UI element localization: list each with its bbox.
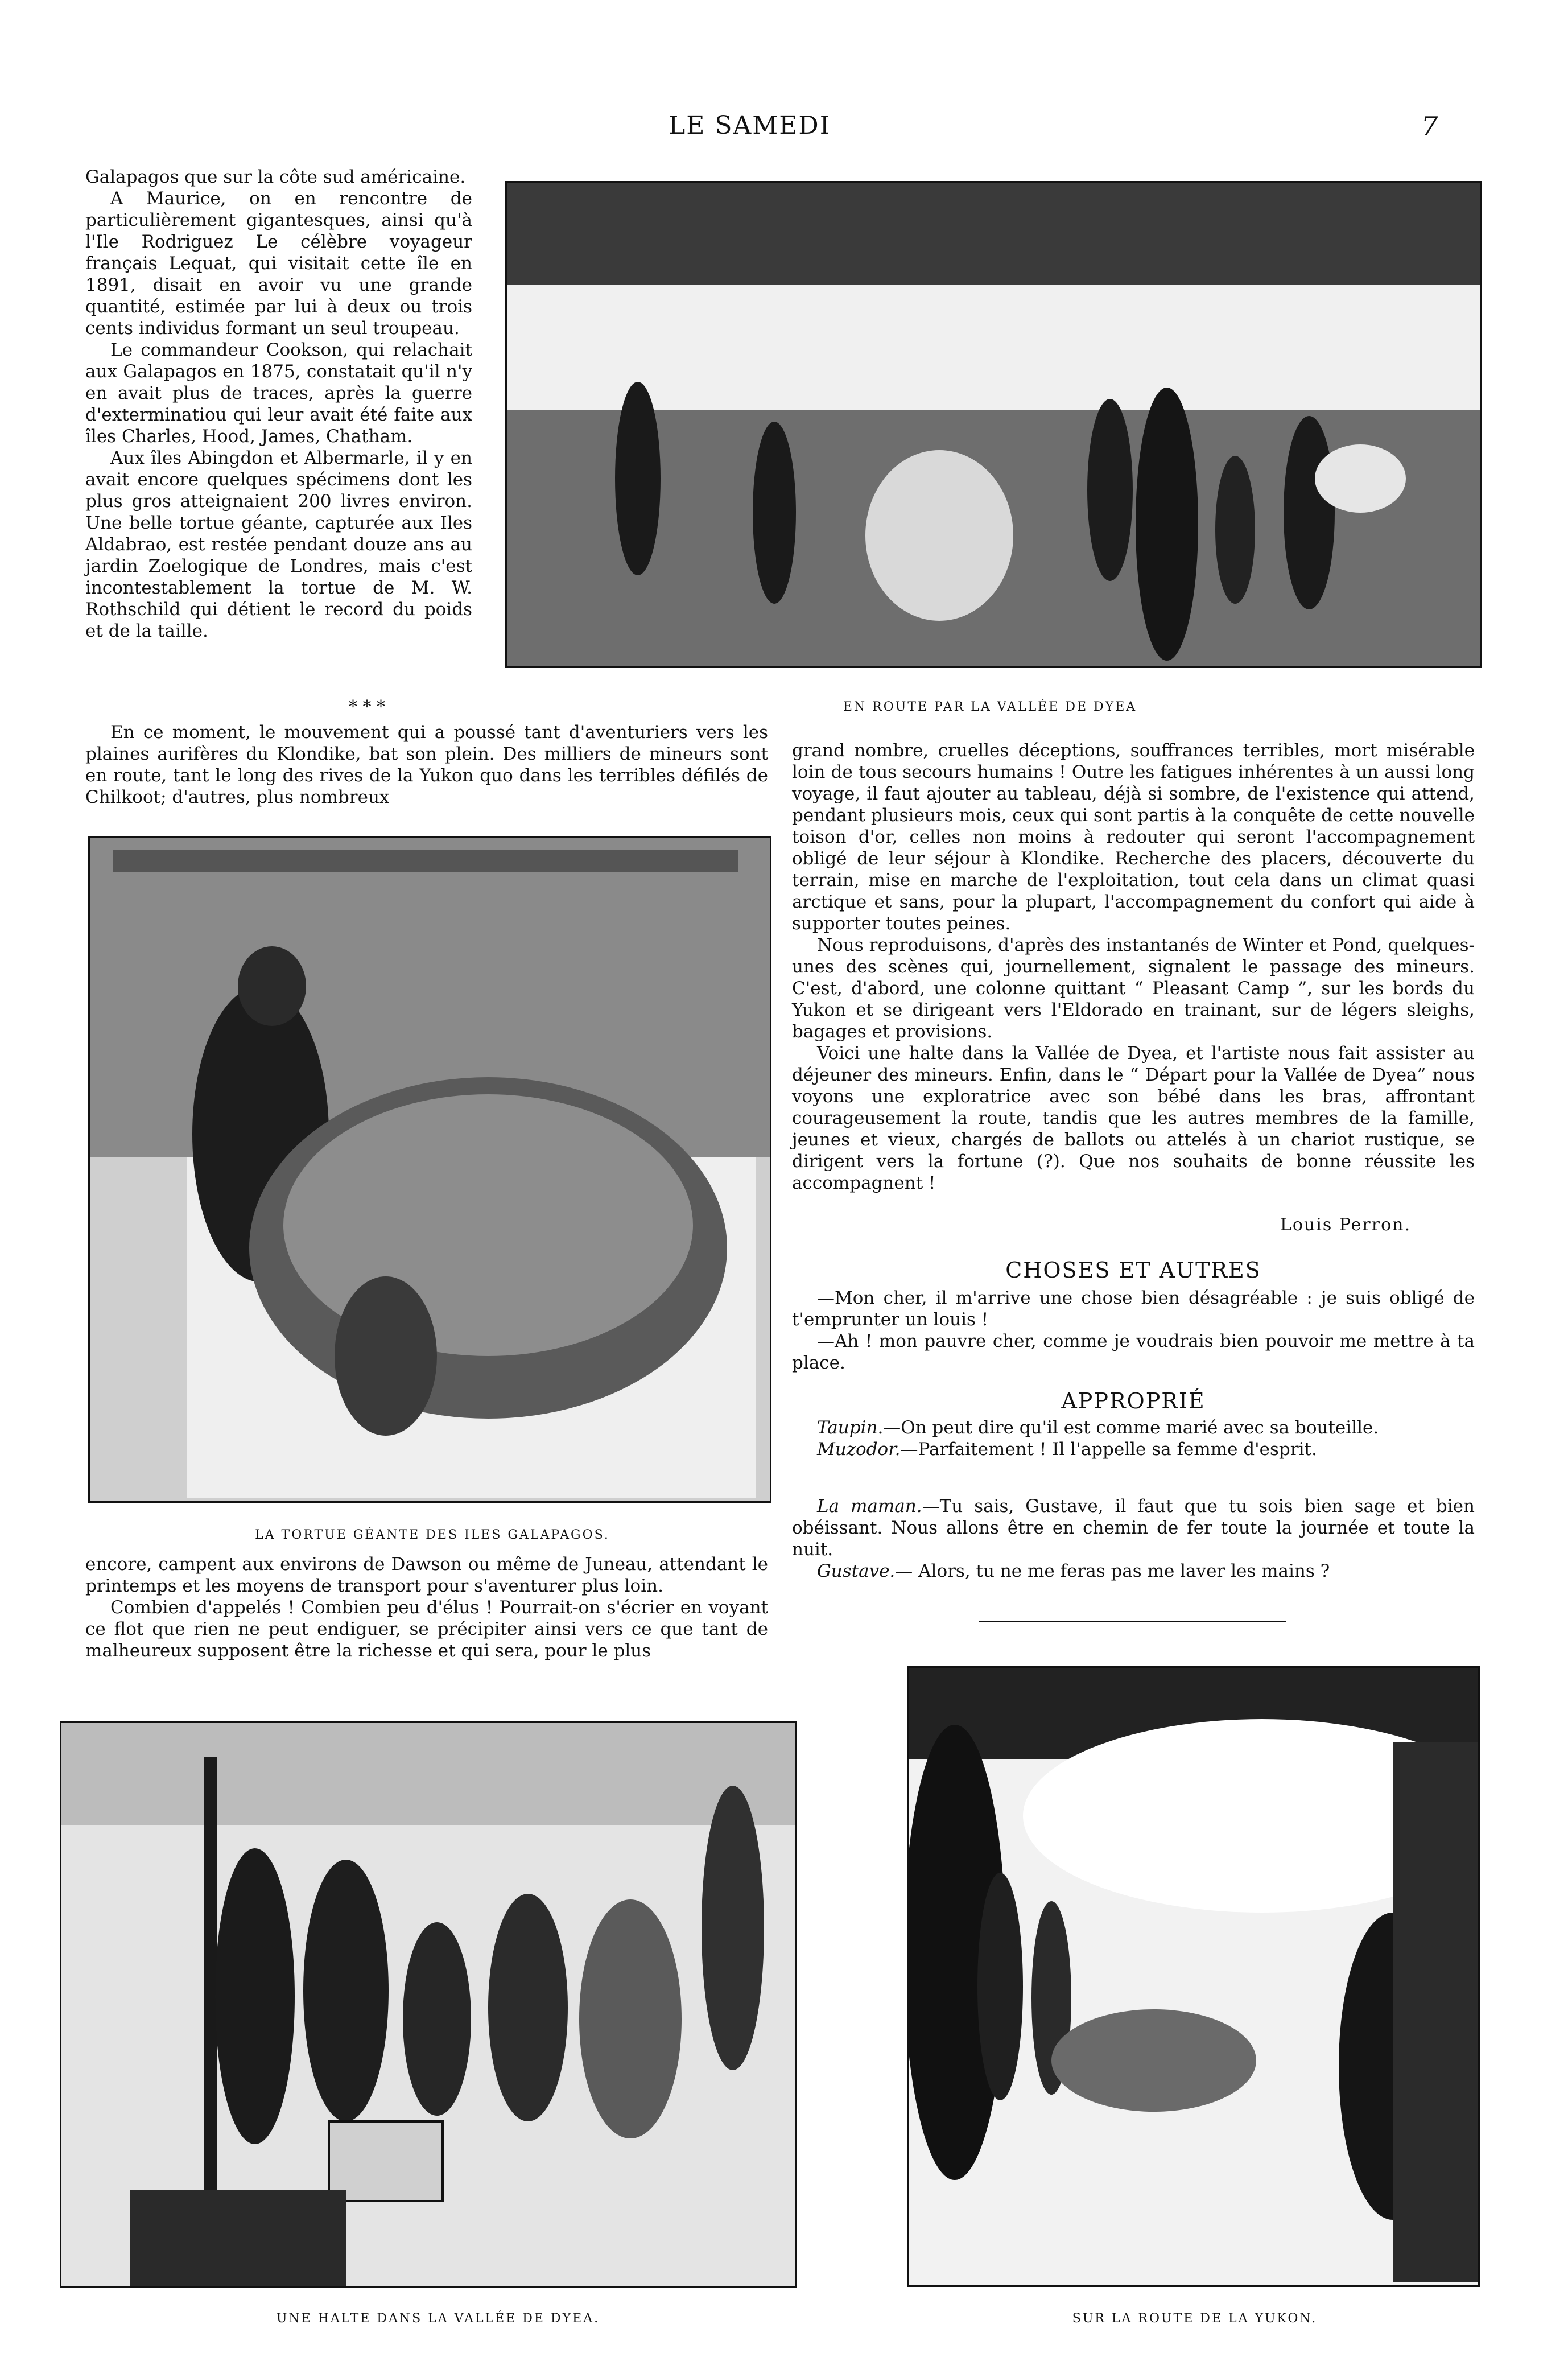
paragraph: encore, campent aux environs de Dawson ou même de Juneau, attendant le printemps et les moyens de transport pour s'aventurer plus loin.	[85, 1554, 768, 1596]
article-column-right	[792, 740, 1475, 1194]
article-wide-paragraph	[85, 722, 768, 808]
approprie-dialogue	[792, 1417, 1475, 1460]
article-column-left-bottom	[85, 1553, 768, 1662]
article-column-left-top	[85, 166, 472, 642]
paragraph: Le commandeur Cookson, qui relachait aux Galapagos en 1875, constatait qu'il n'y en avait plus de traces, après la guerre d'exterminatiou qui leur avait été faite aux îles Charles, Hood, James, Chatham.	[85, 340, 472, 447]
separator-stars: * * *	[348, 697, 386, 717]
caption-tortue: LA TORTUE GÉANTE DES ILES GALAPAGOS.	[255, 1528, 610, 1542]
paragraph: A Maurice, on en rencontre de particulièrement gigantesques, ainsi qu'à l'Ile Rodriguez Le célèbre voyageur français Lequat, qui visitait cette île en 1891, disait en avoir vu une grande quantité, estimée par lui à deux ou trois cents individus formant un seul troupeau.	[85, 188, 472, 339]
dialogue-text: — Alors, tu ne me feras pas me laver les mains ?	[895, 1561, 1330, 1581]
dialogue-line: —Mon cher, il m'arrive une chose bien désagréable : je suis obligé de t'emprunter un louis !	[792, 1288, 1475, 1330]
choses-dialogue	[792, 1287, 1475, 1374]
photo-dyea-route-image	[507, 183, 1480, 666]
paragraph: Nous reproduisons, d'après des instantanés de Winter et Pond, quelques-unes des scènes qui, journellement, signalent le passage des mineurs. C'est, d'abord, une colonne quittant “ Pleasant Camp ”, sur les bords du Yukon et se dirigeant vers l'Eldorado en trainant, sur de légers sleighs, bagages et provisions.	[792, 935, 1475, 1042]
photo-halte-image	[61, 1723, 795, 2286]
speaker-name: Gustave.	[817, 1561, 896, 1581]
page-number: 7	[1421, 111, 1438, 142]
speaker-name: Muzodor.	[817, 1439, 901, 1460]
dialogue-text: —Tu sais, Gustave, il faut que tu sois bien sage et bien obéissant. Nous allons être en chemin de fer toute la journée et toute la nuit.	[792, 1496, 1475, 1560]
section-separator	[333, 697, 401, 717]
dialogue-line: —Ah ! mon pauvre cher, comme je voudrais bien pouvoir me mettre à ta place.	[792, 1331, 1475, 1373]
paragraph: grand nombre, cruelles déceptions, souffrances terribles, mort misérable loin de tous secours humains ! Outre les fatigues inhérentes à un aussi long voyage, il faut ajouter au tableau, déjà si sombre, de l'existence qui attend, pendant plusieurs mois, ceux qui sont partis à la conquête de cette nouvelle toison d'or, celles non moins à redouter qui seront l'accompagnement obligé de leur séjour à Klondike. Recherche des placers, découverte du terrain, mise en marche de l'exploitation, tout cela dans un climat quasi arctique et sans, pour la plupart, l'accompagnement du confort qui aide à supporter toutes peines.	[792, 740, 1475, 934]
section-title-choses: CHOSES ET AUTRES	[1005, 1258, 1261, 1283]
author-signature: Louis Perron.	[1280, 1215, 1412, 1235]
speaker-name: La maman.	[817, 1496, 922, 1517]
photo-route-yukon	[907, 1666, 1480, 2287]
dialogue-line	[792, 1560, 1475, 1582]
dialogue-text: —Parfaitement ! Il l'appelle sa femme d'esprit.	[900, 1439, 1317, 1460]
caption-yukon: SUR LA ROUTE DE LA YUKON.	[1072, 2311, 1318, 2326]
dialogue-line	[792, 1439, 1475, 1460]
caption-dyea-route: EN ROUTE PAR LA VALLÉE DE DYEA	[843, 700, 1137, 714]
dialogue-line	[792, 1417, 1475, 1439]
newspaper-title: LE SAMEDI	[669, 111, 831, 140]
caption-halte: UNE HALTE DANS LA VALLÉE DE DYEA.	[276, 2311, 600, 2326]
section-title-approprie: APPROPRIÉ	[1061, 1388, 1206, 1414]
paragraph: Aux îles Abingdon et Albermarle, il y en avait encore quelques spécimens dont les plus gros atteignaient 200 livres environ. Une belle tortue géante, capturée aux Iles Aldabrao, est restée pendant douze ans au jardin Zoelogique de Londres, mais c'est incontestablement la tortue de M. W. Rothschild qui détient le record du poids et de la taille.	[85, 448, 472, 641]
paragraph: Voici une halte dans la Vallée de Dyea, et l'artiste nous fait assister au déjeuner des mineurs. Enfin, dans le “ Départ pour la Vallée de Dyea” nous voyons une exploratrice avec son bébé dans les bras, affrontant courageusement la route, tandis que les autres membres de la famille, jeunes et vieux, chargés de ballots ou attelés à un chariot rustique, se dirigent vers la fortune (?). Que nos souhaits de bonne réussite les accompagnent !	[792, 1043, 1475, 1193]
paragraph: En ce moment, le mouvement qui a poussé tant d'aventuriers vers les plaines aurifères du Klondike, bat son plein. Des milliers de mineurs sont en route, tant le long des rives de la Yukon quo dans les terribles défilés de Chilkoot; d'autres, plus nombreux	[85, 722, 768, 807]
dialogue-text: —On peut dire qu'il est comme marié avec sa bouteille.	[883, 1417, 1379, 1438]
maman-dialogue	[792, 1495, 1475, 1582]
section-divider-rule	[979, 1621, 1286, 1622]
photo-tortue-geante	[88, 836, 771, 1503]
photo-yukon-image	[909, 1668, 1478, 2285]
photo-tortue-image	[90, 838, 770, 1501]
photo-halte-dyea	[60, 1721, 797, 2288]
speaker-name: Taupin.	[817, 1417, 884, 1438]
paragraph: Galapagos que sur la côte sud américaine.	[85, 167, 466, 187]
paragraph: Combien d'appelés ! Combien peu d'élus ! Pourrait-on s'écrier en voyant ce flot que rien ne peut endiguer, se précipiter ainsi vers ce que tant de malheureux supposent être la richesse et qui sera, pour le plus	[85, 1597, 768, 1661]
photo-dyea-route	[505, 181, 1482, 668]
dialogue-line	[792, 1495, 1475, 1560]
